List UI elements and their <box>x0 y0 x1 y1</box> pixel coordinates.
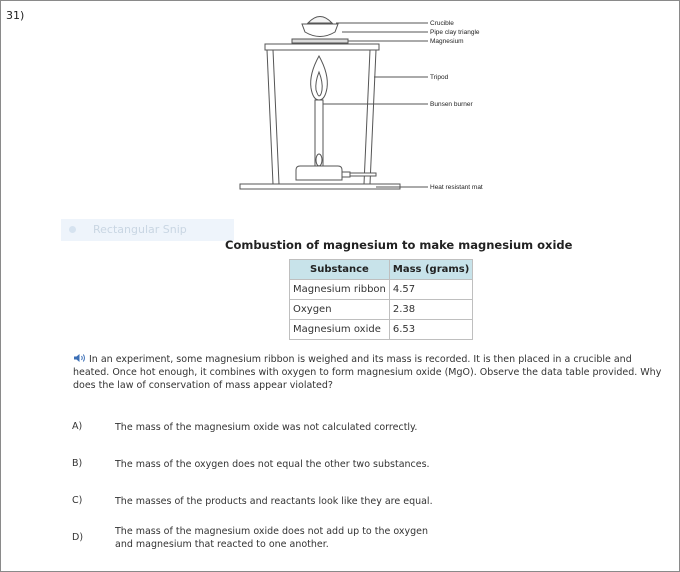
cell-mass: 2.38 <box>389 300 472 320</box>
header-substance: Substance <box>290 260 390 280</box>
label-heat-resistant-mat: Heat resistant mat <box>430 184 483 191</box>
question-passage <box>73 353 665 392</box>
option-d-text[interactable]: The mass of the magnesium oxide does not add up to the oxygen and magnesium that reacted to one another. <box>115 526 429 550</box>
header-mass: Mass (grams) <box>389 260 472 280</box>
pipe-clay-triangle-shape <box>292 39 348 43</box>
rectangular-snip-overlay[interactable] <box>61 219 234 241</box>
label-pipe-clay-triangle: Pipe clay triangle <box>430 29 480 36</box>
snip-icon <box>69 226 76 233</box>
label-tripod: Tripod <box>430 74 449 81</box>
passage-text: In an experiment, some magnesium ribbon is weighed and its mass is recorded. It is then placed in a crucible and heated. Once hot enough, it combines with oxygen to form magnesium oxide (MgO). Observe the data table provided. Why does the law of conservation of mass appear violated? <box>73 354 662 391</box>
option-b-letter[interactable]: B) <box>72 458 83 469</box>
option-d-letter[interactable]: D) <box>72 532 84 543</box>
speaker-icon[interactable] <box>73 353 87 363</box>
cell-mass: 4.57 <box>389 280 472 300</box>
table-row <box>290 280 473 300</box>
option-a-text[interactable]: The mass of the magnesium oxide was not calculated correctly. <box>115 422 418 433</box>
option-a-letter[interactable]: A) <box>72 421 83 432</box>
table-row <box>290 300 473 320</box>
option-c-text[interactable]: The masses of the products and reactants look like they are equal. <box>115 496 433 507</box>
mass-data-table <box>289 259 473 340</box>
label-bunsen-burner: Bunsen burner <box>430 101 473 108</box>
table-header-row <box>290 260 473 280</box>
cell-substance: Oxygen <box>290 300 390 320</box>
cell-substance: Magnesium oxide <box>290 320 390 340</box>
table-row <box>290 320 473 340</box>
crucible-shape <box>308 17 332 24</box>
option-b-text[interactable]: The mass of the oxygen does not equal the other two substances. <box>115 459 430 470</box>
cell-mass: 6.53 <box>389 320 472 340</box>
label-magnesium: Magnesium <box>430 38 464 45</box>
snip-label: Rectangular Snip <box>93 223 187 236</box>
cell-substance: Magnesium ribbon <box>290 280 390 300</box>
question-number: 31) <box>6 9 25 22</box>
table-title: Combustion of magnesium to make magnesium oxide <box>225 238 573 252</box>
apparatus-diagram <box>236 12 496 194</box>
label-crucible: Crucible <box>430 20 454 27</box>
tripod-shape <box>265 44 379 50</box>
option-c-letter[interactable]: C) <box>72 495 83 506</box>
